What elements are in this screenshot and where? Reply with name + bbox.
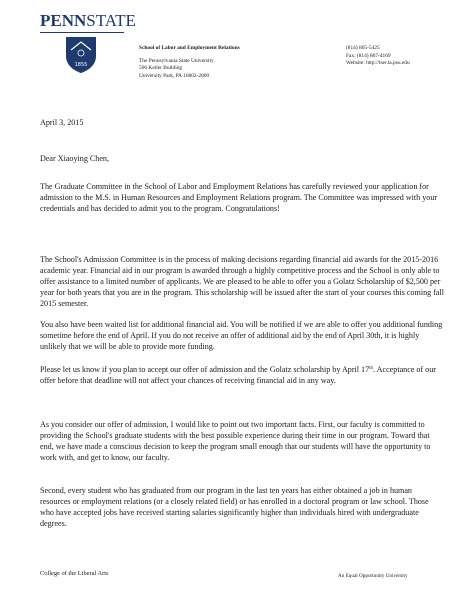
logo-rule	[40, 32, 124, 33]
paragraph-faculty: As you consider our offer of admission, I would like to point out two important facts. First, our faculty is committed to providing the School's graduate students with the best possible experience during their time in our program. Toward that end, we have made a conscious decision to keep the program small enough that our students will have the opportunity to work with, and get to know, our faculty.	[40, 420, 431, 463]
shield-icon	[65, 36, 97, 74]
letter-date: April 3, 2015	[40, 118, 84, 127]
website-link[interactable]: Website: http://lser.la.psu.edu	[346, 60, 410, 67]
shield-year: 1855	[74, 62, 88, 68]
contact-block	[346, 45, 458, 68]
fax: Fax: (814) 867-4169	[346, 52, 391, 59]
paragraph-acceptance: Please let us know if you plan to accept our offer of admission and the Golatz scholarship by April 17th. Acceptance of our offer before that deadline will not affect your chances of receiving financial aid in any way.	[40, 365, 436, 386]
paragraph-admission: The Graduate Committee in the School of Labor and Employment Relations has carefully reviewed your application for admission to the M.S. in Human Resources and Employment Relations program. The Committee was impressed with your credentials and has decided to admit you to the program. Congratulations!	[40, 182, 438, 214]
department-block	[139, 45, 329, 80]
paragraph-outcomes: Second, every student who has graduated from our program in the last ten years has either obtained a job in human resources or employment relations (or a closely related field) or has enrolled in a doctoral program or law school. Those who have accepted jobs have received starting salaries significantly higher than individuals hired with undergraduate degrees.	[40, 486, 429, 529]
paragraph-waitlist: You also have been waited list for additional financial aid. You will be notified if we are able to offer you additional funding sometime before the end of April. If you do not receive an offer of additional aid by the end of April 30th, it is highly unlikely that we will be able to provide more funding.	[40, 320, 443, 352]
address-line: University Park, PA 16802-2800	[139, 72, 210, 79]
paragraph-financial-aid: The School's Admission Committee is in the process of making decisions regarding financial aid awards for the 2015-2016 academic year. Financial aid in our program is awarded through a highly competitive process and the School is only able to offer assistance to a limited number of applicants. We are pleased to be able to offer you a Golatz Scholarship of $2,500 per year for both years that you are in the program. This scholarship will be issued after the start of your courses this coming fall 2015 semester.	[40, 255, 444, 309]
footer-college: College of the Liberal Arts	[40, 570, 109, 577]
phone: (814) 865-5425	[346, 45, 380, 51]
address-line: The Pennsylvania State University	[139, 57, 214, 64]
logo-wordmark: PENNSTATE	[40, 11, 136, 30]
footer-equal-opportunity: An Equal Opportunity University	[338, 573, 408, 579]
penn-state-logo	[40, 11, 136, 31]
department-name: School of Labor and Employment Relations	[139, 45, 240, 51]
address-line: 506 Keller Building	[139, 65, 183, 72]
salutation: Dear Xiaoying Chen,	[40, 154, 110, 163]
